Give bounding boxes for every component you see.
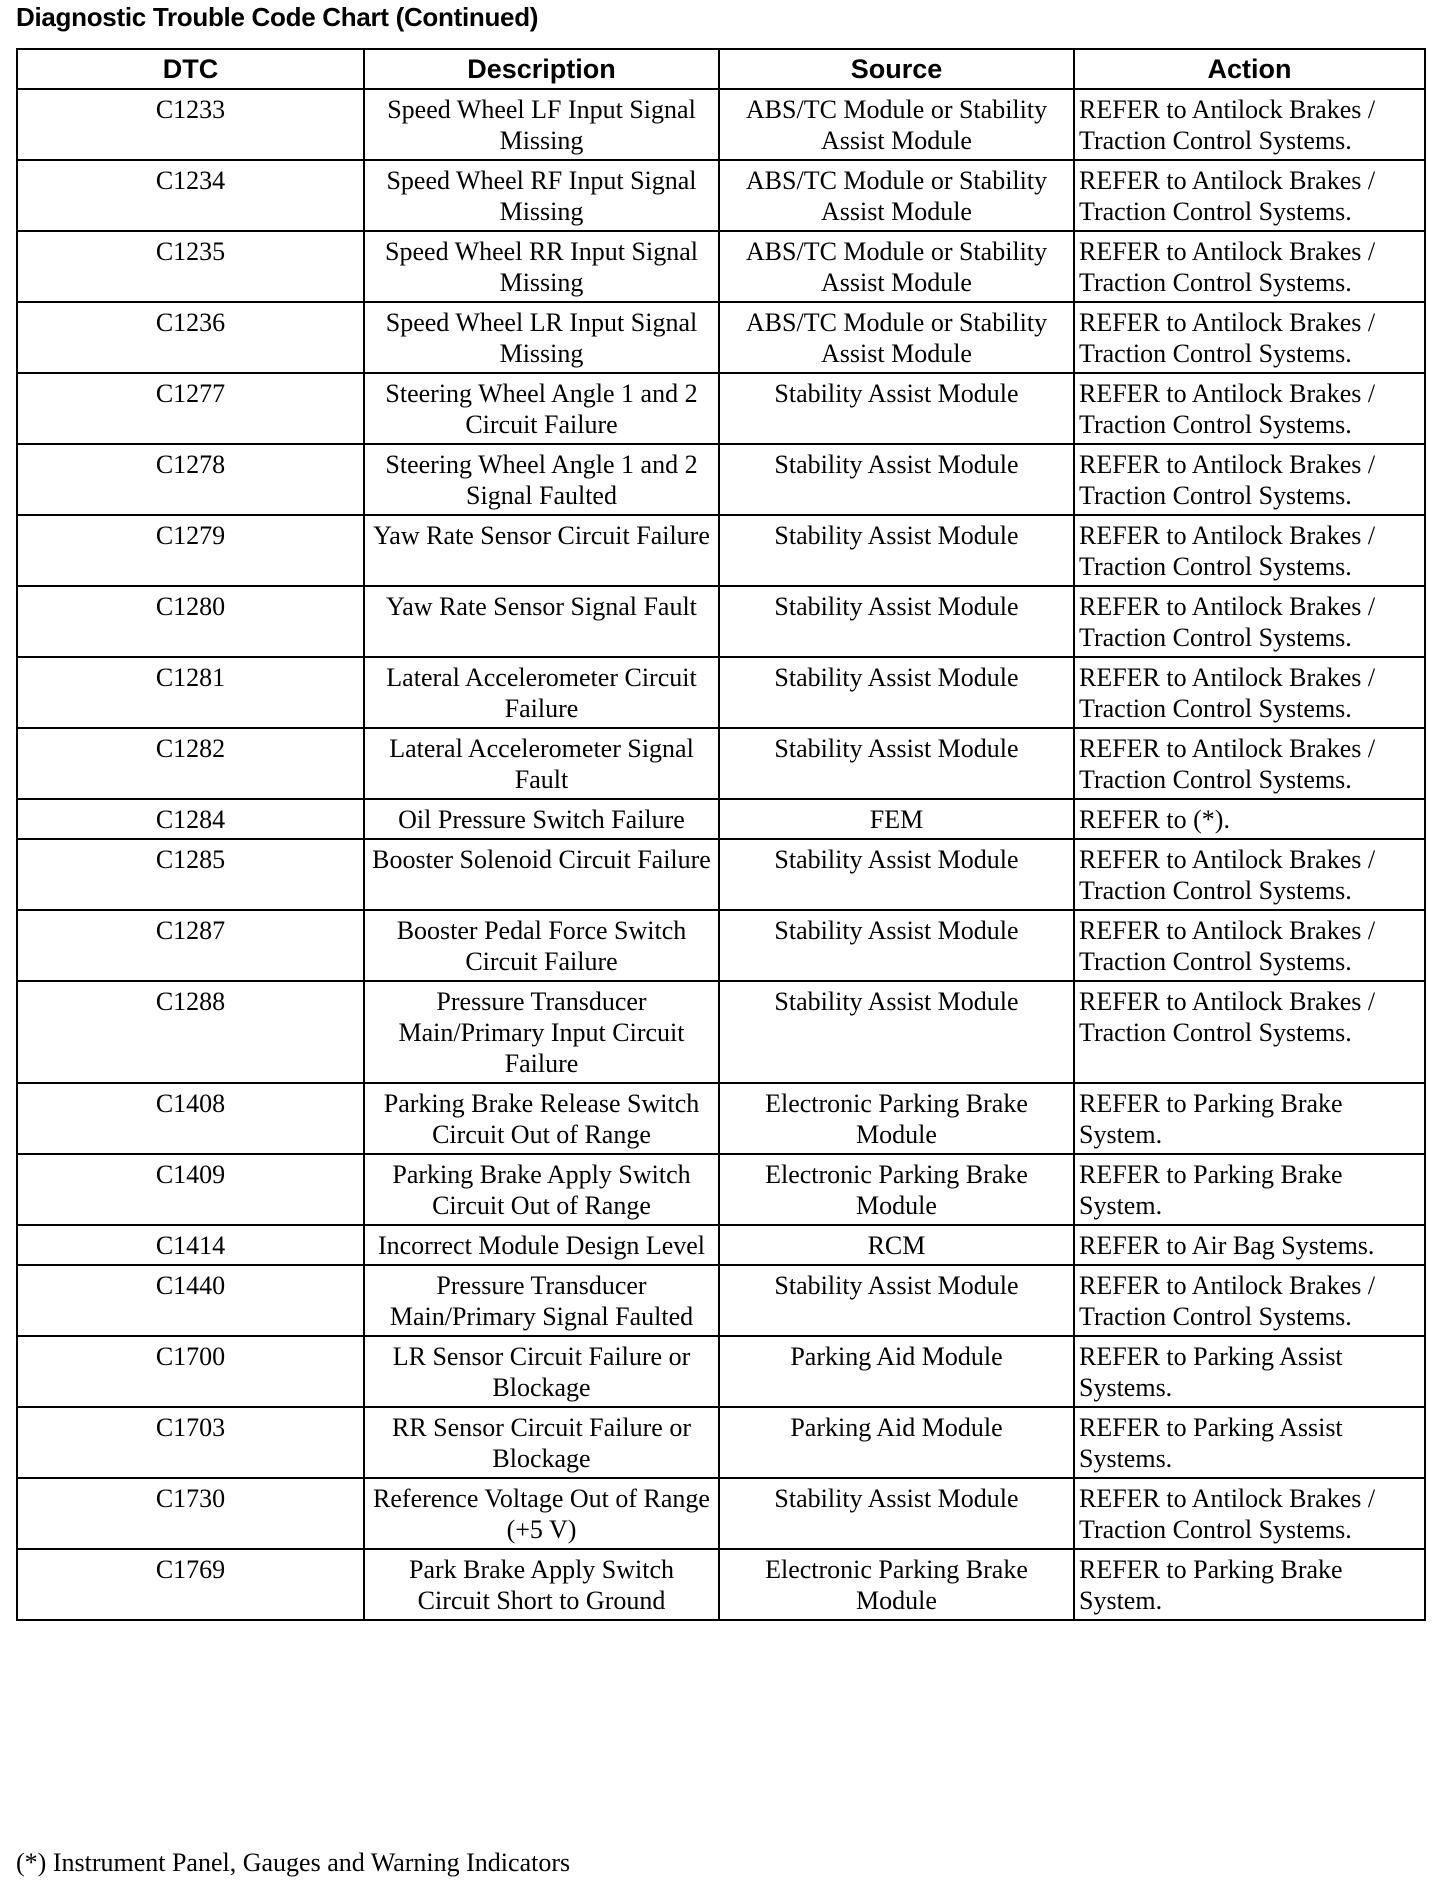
cell-source: FEM	[719, 799, 1074, 839]
cell-description: Speed Wheel LF Input Signal Missing	[364, 89, 719, 160]
table-row	[17, 1407, 1425, 1478]
cell-action: REFER to Parking Assist Systems.	[1074, 1407, 1425, 1478]
cell-dtc: C1440	[17, 1265, 364, 1336]
cell-dtc: C1233	[17, 89, 364, 160]
cell-description: RR Sensor Circuit Failure or Blockage	[364, 1407, 719, 1478]
cell-description: Parking Brake Release Switch Circuit Out of Range	[364, 1083, 719, 1154]
table-row	[17, 89, 1425, 160]
cell-source: Electronic Parking Brake Module	[719, 1549, 1074, 1620]
cell-source: Stability Assist Module	[719, 444, 1074, 515]
table-row	[17, 839, 1425, 910]
cell-action: REFER to Antilock Brakes / Traction Control Systems.	[1074, 1478, 1425, 1549]
cell-source: Electronic Parking Brake Module	[719, 1083, 1074, 1154]
cell-description: Lateral Accelerometer Circuit Failure	[364, 657, 719, 728]
cell-action: REFER to Antilock Brakes / Traction Control Systems.	[1074, 657, 1425, 728]
table-row	[17, 373, 1425, 444]
cell-source: ABS/TC Module or Stability Assist Module	[719, 302, 1074, 373]
cell-action: REFER to Antilock Brakes / Traction Control Systems.	[1074, 89, 1425, 160]
table-row	[17, 1265, 1425, 1336]
cell-action: REFER to Antilock Brakes / Traction Control Systems.	[1074, 839, 1425, 910]
dtc-table	[16, 48, 1426, 1621]
table-row	[17, 799, 1425, 839]
cell-description: Steering Wheel Angle 1 and 2 Signal Faulted	[364, 444, 719, 515]
cell-dtc: C1703	[17, 1407, 364, 1478]
table-row	[17, 444, 1425, 515]
table-row	[17, 1478, 1425, 1549]
cell-dtc: C1234	[17, 160, 364, 231]
table-row	[17, 1225, 1425, 1265]
table-body	[17, 89, 1425, 1620]
cell-dtc: C1769	[17, 1549, 364, 1620]
cell-action: REFER to Antilock Brakes / Traction Control Systems.	[1074, 515, 1425, 586]
table-row	[17, 1549, 1425, 1620]
table-row	[17, 302, 1425, 373]
cell-dtc: C1414	[17, 1225, 364, 1265]
cell-dtc: C1284	[17, 799, 364, 839]
cell-dtc: C1287	[17, 910, 364, 981]
cell-action: REFER to Parking Brake System.	[1074, 1549, 1425, 1620]
cell-source: Stability Assist Module	[719, 586, 1074, 657]
header-description: Description	[364, 49, 719, 89]
cell-action: REFER to (*).	[1074, 799, 1425, 839]
footnote: (*) Instrument Panel, Gauges and Warning Indicators	[16, 1848, 571, 1877]
cell-description: Pressure Transducer Main/Primary Signal Faulted	[364, 1265, 719, 1336]
cell-dtc: C1277	[17, 373, 364, 444]
cell-dtc: C1408	[17, 1083, 364, 1154]
cell-description: Booster Pedal Force Switch Circuit Failure	[364, 910, 719, 981]
table-row	[17, 910, 1425, 981]
table-row	[17, 160, 1425, 231]
cell-description: Reference Voltage Out of Range (+5 V)	[364, 1478, 719, 1549]
table-row	[17, 1083, 1425, 1154]
cell-dtc: C1282	[17, 728, 364, 799]
page-title: Diagnostic Trouble Code Chart (Continued)	[16, 2, 539, 32]
table-row	[17, 515, 1425, 586]
cell-dtc: C1700	[17, 1336, 364, 1407]
cell-source: Stability Assist Module	[719, 728, 1074, 799]
cell-dtc: C1279	[17, 515, 364, 586]
table-row	[17, 586, 1425, 657]
cell-action: REFER to Air Bag Systems.	[1074, 1225, 1425, 1265]
cell-action: REFER to Antilock Brakes / Traction Control Systems.	[1074, 1265, 1425, 1336]
cell-action: REFER to Parking Brake System.	[1074, 1083, 1425, 1154]
cell-action: REFER to Antilock Brakes / Traction Control Systems.	[1074, 160, 1425, 231]
cell-source: Stability Assist Module	[719, 910, 1074, 981]
cell-dtc: C1281	[17, 657, 364, 728]
cell-source: Parking Aid Module	[719, 1336, 1074, 1407]
cell-description: Pressure Transducer Main/Primary Input Circuit Failure	[364, 981, 719, 1083]
cell-dtc: C1730	[17, 1478, 364, 1549]
cell-dtc: C1235	[17, 231, 364, 302]
cell-source: RCM	[719, 1225, 1074, 1265]
cell-dtc: C1288	[17, 981, 364, 1083]
cell-source: Stability Assist Module	[719, 981, 1074, 1083]
cell-description: Speed Wheel RR Input Signal Missing	[364, 231, 719, 302]
cell-action: REFER to Antilock Brakes / Traction Control Systems.	[1074, 728, 1425, 799]
cell-description: Park Brake Apply Switch Circuit Short to Ground	[364, 1549, 719, 1620]
cell-source: ABS/TC Module or Stability Assist Module	[719, 89, 1074, 160]
cell-source: Stability Assist Module	[719, 1265, 1074, 1336]
cell-description: Lateral Accelerometer Signal Fault	[364, 728, 719, 799]
cell-description: Booster Solenoid Circuit Failure	[364, 839, 719, 910]
cell-source: ABS/TC Module or Stability Assist Module	[719, 160, 1074, 231]
cell-source: Stability Assist Module	[719, 1478, 1074, 1549]
table-row	[17, 657, 1425, 728]
cell-action: REFER to Antilock Brakes / Traction Control Systems.	[1074, 981, 1425, 1083]
cell-dtc: C1236	[17, 302, 364, 373]
cell-source: Stability Assist Module	[719, 657, 1074, 728]
cell-description: Yaw Rate Sensor Circuit Failure	[364, 515, 719, 586]
cell-dtc: C1278	[17, 444, 364, 515]
cell-description: Incorrect Module Design Level	[364, 1225, 719, 1265]
cell-description: Steering Wheel Angle 1 and 2 Circuit Failure	[364, 373, 719, 444]
cell-action: REFER to Antilock Brakes / Traction Control Systems.	[1074, 302, 1425, 373]
cell-action: REFER to Parking Brake System.	[1074, 1154, 1425, 1225]
cell-source: Stability Assist Module	[719, 373, 1074, 444]
header-source: Source	[719, 49, 1074, 89]
cell-description: Speed Wheel RF Input Signal Missing	[364, 160, 719, 231]
cell-action: REFER to Antilock Brakes / Traction Control Systems.	[1074, 231, 1425, 302]
cell-action: REFER to Antilock Brakes / Traction Control Systems.	[1074, 910, 1425, 981]
table-row	[17, 728, 1425, 799]
cell-action: REFER to Antilock Brakes / Traction Control Systems.	[1074, 373, 1425, 444]
cell-dtc: C1285	[17, 839, 364, 910]
cell-action: REFER to Parking Assist Systems.	[1074, 1336, 1425, 1407]
cell-description: Yaw Rate Sensor Signal Fault	[364, 586, 719, 657]
cell-source: Stability Assist Module	[719, 515, 1074, 586]
table-row	[17, 231, 1425, 302]
cell-description: Parking Brake Apply Switch Circuit Out of Range	[364, 1154, 719, 1225]
header-dtc: DTC	[17, 49, 364, 89]
cell-source: Stability Assist Module	[719, 839, 1074, 910]
table-row	[17, 1154, 1425, 1225]
cell-source: Electronic Parking Brake Module	[719, 1154, 1074, 1225]
cell-description: Oil Pressure Switch Failure	[364, 799, 719, 839]
cell-dtc: C1280	[17, 586, 364, 657]
header-action: Action	[1074, 49, 1425, 89]
cell-source: Parking Aid Module	[719, 1407, 1074, 1478]
cell-description: LR Sensor Circuit Failure or Blockage	[364, 1336, 719, 1407]
table-row	[17, 1336, 1425, 1407]
cell-dtc: C1409	[17, 1154, 364, 1225]
cell-action: REFER to Antilock Brakes / Traction Control Systems.	[1074, 444, 1425, 515]
cell-description: Speed Wheel LR Input Signal Missing	[364, 302, 719, 373]
table-header-row	[17, 49, 1425, 89]
cell-source: ABS/TC Module or Stability Assist Module	[719, 231, 1074, 302]
table-row	[17, 981, 1425, 1083]
cell-action: REFER to Antilock Brakes / Traction Control Systems.	[1074, 586, 1425, 657]
